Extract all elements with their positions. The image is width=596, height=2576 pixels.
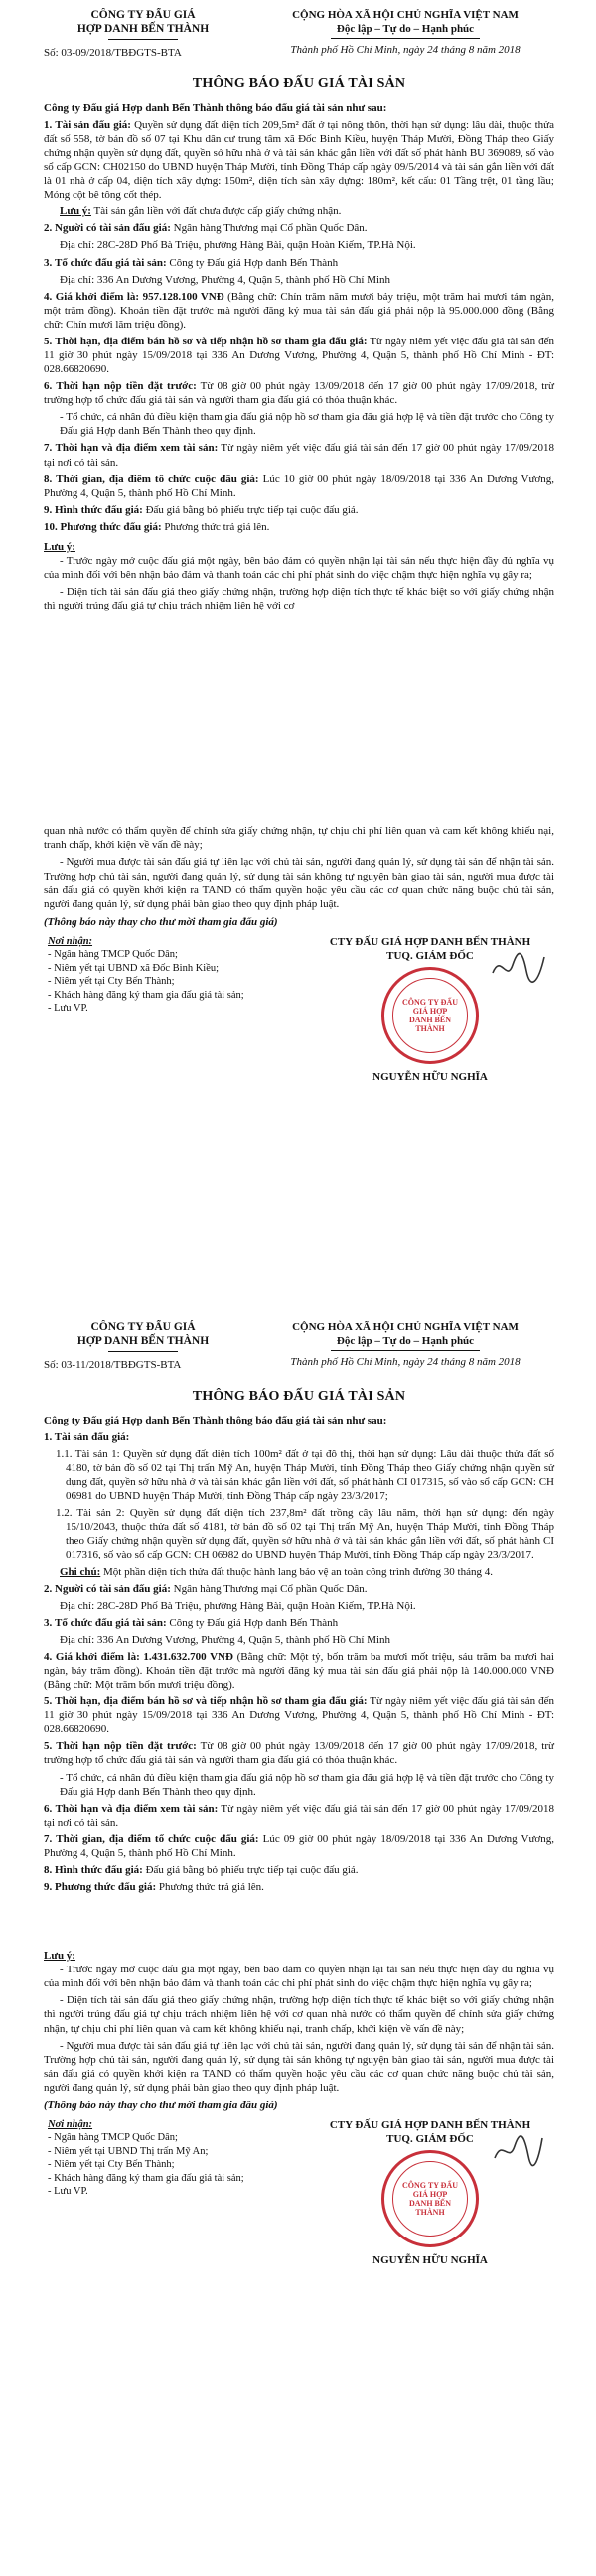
item-number: 5. — [44, 335, 53, 347]
recipient-item: - Ngân hàng TMCP Quốc Dân; — [48, 2132, 178, 2144]
notice-item — [44, 379, 554, 407]
item-number: 10. — [44, 520, 58, 533]
nation-title: CỘNG HÒA XÃ HỘI CHỦ NGHĨA VIỆT NAM — [292, 9, 519, 21]
item-number: 7. — [44, 442, 53, 455]
place-date: Thành phố Hồ Chí Minh, ngày 24 tháng 8 năm 2018 — [290, 44, 521, 57]
item-label: Người có tài sản đấu giá: — [55, 222, 171, 235]
item-label: Thời hạn và địa điểm xem tài sản: — [55, 1802, 219, 1815]
note-paragraph: quan nhà nước có thẩm quyền để chỉnh sửa giấy chứng nhận, tự chịu chi phí liên quan và cam kết không khiếu nại, tranh chấp, khởi kiện về vấn đề này; — [44, 825, 554, 852]
item-text: Địa chỉ: 28C-28D Phố Bà Triệu, phường Hàng Bài, quận Hoàn Kiếm, TP.Hà Nội. — [60, 239, 416, 252]
signing-company: CTY ĐẤU GIÁ HỢP DANH BẾN THÀNH — [329, 2119, 531, 2132]
sub-item: 1.1. Tài sản 1: Quyền sử dụng đất diện tích 100m² đất ở tại đô thị, thời hạn sử dụng: Lâu dài thuộc thửa đất số 4180, tờ bản đồ số 02 tại Thị trấn Mỹ An, huyện Tháp Mười, tỉnh Đồng Tháp theo Giấy chứng nhận quyền sử dụng đất, quyền sở hữu nhà ở và tài sản khác gắn liền với đất, số phát hành CI 017315, số vào sổ cấp GCN: CH 06981 do UBND huyện Tháp Mười, tỉnh Đồng Tháp cấp ngày 23/3/2017; — [56, 1447, 554, 1503]
recipient-item: - Niêm yết tại UBND Thị trấn Mỹ An; — [48, 2145, 209, 2157]
item-label: Tài sản đấu giá: — [55, 118, 131, 131]
stamp-text: CÔNG TY ĐẤU GIÁ HỢP DANH BẾN THÀNH — [402, 2180, 459, 2218]
item-number: 4. — [44, 1650, 53, 1663]
header-divider — [108, 39, 178, 40]
notes-heading: Lưu ý: — [44, 1950, 75, 1963]
item-text: Ngân hàng Thương mại Cổ phần Quốc Dân. — [170, 222, 368, 235]
item-number: 9. — [44, 1881, 53, 1894]
recipients-heading: Nơi nhận: — [48, 935, 93, 947]
notice-item — [44, 204, 554, 218]
signature-row — [44, 2118, 554, 2267]
item-text: (Bằng chữ: Một tỷ, bốn trăm ba mươi mốt triệu, sáu trăm ba mươi hai ngàn, bảy trăm đồng). Khoản tiền đặt trước mà người đăng ký mua tài sản đấu giá phải nộp là 140.000.000 VNĐ (Bằng chữ: Một trăm bốn mươi triệu đồng). — [44, 1650, 554, 1692]
item-label: Thời hạn và địa điểm xem tài sản: — [55, 442, 219, 455]
item-label: Giá khởi điểm là: 1.431.632.700 VNĐ — [55, 1650, 233, 1663]
handwritten-signature — [489, 943, 548, 993]
item-number: 4. — [44, 290, 53, 303]
item-number: 2. — [44, 222, 53, 235]
item-text: (Bằng chữ: Chín trăm năm mươi bảy triệu, một trăm hai mươi tám ngàn, một trăm đồng). Khoản tiền đặt trước mà người đăng ký mua tài sản đấu giá phải nộp là 95.000.000 đồng (Bằng chữ: Chín mươi lăm triệu đồng). — [44, 290, 554, 331]
signature-block — [306, 935, 554, 1084]
item-label: Thời gian, địa điểm tổ chức cuộc đấu giá: — [56, 1832, 259, 1845]
note-paragraph: - Diện tích tài sản đấu giá theo giấy chứng nhận, trường hợp diện tích thực tế khác biệt so với giấy chứng nhận thì người trúng đấu giá tự chịu trách nhiệm liên hệ với cơ quan nhà nước có thẩm quyền để chỉnh sửa giấy chứng nhận, tự chịu chi phí liên quan và cam kết không khiếu nại, tranh chấp, khởi kiện về vấn đề này; — [44, 1994, 554, 2035]
item-number: 9. — [44, 503, 53, 516]
motto-divider — [331, 1350, 480, 1351]
notice-item — [44, 1695, 554, 1736]
item-label: Tổ chức đấu giá tài sản: — [55, 256, 167, 269]
motto-divider — [331, 38, 480, 39]
notice-items — [44, 1582, 554, 1895]
item-text: Phương thức trả giá lên. — [156, 1881, 264, 1894]
recipient-item: - Niêm yết tại Cty Bến Thành; — [48, 976, 175, 988]
item-number: 3. — [44, 256, 53, 269]
stamp-text: CÔNG TY ĐẤU GIÁ HỢP DANH BẾN THÀNH — [402, 997, 459, 1034]
signing-title: TUQ. GIÁM ĐỐC — [386, 2133, 474, 2146]
item-number: 5. — [44, 1695, 53, 1708]
item-text: Từ 08 giờ 00 phút ngày 13/09/2018 đến 17 giờ 00 phút ngày 17/09/2018, trừ trường hợp tổ chức đấu giá tài sản và người tham gia đấu giá có thỏa thuận khác. — [44, 1740, 554, 1767]
notice-intro: Công ty Đấu giá Hợp danh Bến Thành thông báo đấu giá tài sản như sau: — [44, 101, 387, 114]
item-text: Từ ngày niêm yết việc đấu giá tài sản đến 11 giờ 30 phút ngày 15/09/2018 tại 336 An Dương Vương, Phường 4, Quận 5, thành phố Hồ Chí Minh - ĐT: 028.66820690. — [44, 1695, 555, 1736]
recipients-block — [44, 2118, 272, 2267]
item-number: 7. — [44, 1832, 53, 1845]
item-number: 8. — [44, 1864, 53, 1876]
item-label: Phương thức đấu giá: — [55, 1881, 157, 1894]
company-name-line1: CÔNG TY ĐẤU GIÁ — [90, 1321, 196, 1333]
notice-title: THÔNG BÁO ĐẤU GIÁ TÀI SẢN — [192, 1388, 406, 1404]
item-label: Thời hạn, địa điểm bán hồ sơ và tiếp nhận hồ sơ tham gia đấu giá: — [55, 1695, 368, 1708]
notes-heading: Lưu ý: — [44, 540, 75, 553]
issuer-block — [44, 8, 242, 60]
item-1-note — [44, 1565, 554, 1579]
note-label: Ghi chú: — [60, 1565, 101, 1578]
recipient-item: - Lưu VP. — [48, 2186, 88, 2198]
notice-item — [44, 1582, 554, 1596]
item-number: 6. — [44, 1802, 53, 1815]
signing-company: CTY ĐẤU GIÁ HỢP DANH BẾN THÀNH — [329, 935, 531, 948]
notice-item — [44, 473, 554, 500]
sub-item: 1.2. Tài sản 2: Quyền sử dụng đất diện tích 237,8m² đất trồng cây lâu năm, thời hạn sử dụng: đến ngày 15/10/2043, thuộc thửa đất số 4181, tờ bản đồ số 02 tại Thị trấn Mỹ An, huyện Tháp Mười, tỉnh Đồng Tháp theo Giấy chứng nhận quyền sử dụng đất, quyền sở hữu nhà ở và tài sản khác gắn liền với đất, số phát hành CI 017316, số vào sổ cấp GCN: CH 06982 do UBND huyện Tháp Mười, tỉnh Đồng Tháp cấp ngày 23/3/2017. — [56, 1507, 554, 1561]
item-text: Từ ngày niêm yết việc đấu giá tài sản đến 11 giờ 30 phút ngày 15/09/2018 tại 336 An Dương Vương, Phường 4, Quận 5, thành phố Hồ Chí Minh - ĐT: 028.66820690. — [44, 335, 555, 376]
auction-notice-2 — [0, 1320, 596, 2566]
signature-block — [306, 2118, 554, 2267]
item-text: Đấu giá bằng bỏ phiếu trực tiếp tại cuộc đấu giá. — [142, 503, 359, 516]
item-text: Địa chỉ: 336 An Dương Vương, Phường 4, Quận 5, thành phố Hồ Chí Minh — [60, 273, 391, 286]
document-number: Số: 03-09/2018/TBĐGTS-BTA — [44, 46, 182, 59]
recipient-item: - Ngân hàng TMCP Quốc Dân; — [48, 949, 178, 961]
note-paragraph: - Người mua được tài sản đấu giá tự liên lạc với chủ tài sản, người đang quản lý, sử dụng tài sản để nhận tài sản. Trường hợp chủ tài sản, người đang quản lý, sử dụng tài sản không tự nguyện bàn giao tài sản, người mua được tài sản đấu giá có quyền khởi kiện ra TAND có thẩm quyền hoặc yêu cầu các cơ quan chức năng buộc chủ tài sản, người đang quản lý, sử dụng phải bàn giao theo quy định pháp luật. — [44, 2039, 554, 2094]
item-text: Phương thức trả giá lên. — [161, 520, 270, 533]
notice-item — [44, 335, 554, 376]
document-header — [44, 1320, 554, 1372]
notice-item — [44, 118, 554, 202]
item-label: Phương thức đấu giá: — [60, 520, 162, 533]
nation-block — [256, 8, 554, 60]
item-text: Từ 08 giờ 00 phút ngày 13/09/2018 đến 17 giờ 00 phút ngày 17/09/2018, trừ trường hợp tổ chức đấu giá tài sản và người tham gia đấu giá có thỏa thuận khác. — [44, 380, 554, 407]
item-number: 5. — [44, 1740, 53, 1753]
item-1-heading: 1. Tài sản đấu giá: — [44, 1430, 130, 1443]
item-text: Lúc 10 giờ 00 phút ngày 18/09/2018 tại 336 An Dương Vương, Phường 4, Quận 5, thành phố Hồ Chí Minh. — [44, 473, 554, 499]
notice-item — [44, 441, 554, 469]
notice-item — [44, 1771, 554, 1799]
blank-space — [44, 615, 554, 824]
notice-item — [44, 256, 554, 270]
notice-item — [44, 1802, 554, 1830]
item-text: Đấu giá bằng bỏ phiếu trực tiếp tại cuộc đấu giá. — [142, 1864, 359, 1876]
blank-space — [44, 1897, 554, 1943]
nation-block — [256, 1320, 554, 1372]
note-paragraph: - Trước ngày mở cuộc đấu giá một ngày, bên bảo đảm có quyền nhận lại tài sản nếu thực hiện đầy đủ nghĩa vụ của mình đối với bên nhận bảo đảm và thanh toán các chi phí phát sinh do việc chậm thực hiện nghĩa vụ gây ra; — [44, 555, 554, 582]
handwritten-signature — [489, 2126, 548, 2176]
header-divider — [108, 1351, 178, 1352]
notice-item — [44, 273, 554, 287]
document-number: Số: 03-11/2018/TBĐGTS-BTA — [44, 1358, 182, 1371]
nation-title: CỘNG HÒA XÃ HỘI CHỦ NGHĨA VIỆT NAM — [292, 1321, 519, 1333]
item-label: Tổ chức đấu giá tài sản: — [55, 1616, 167, 1629]
company-stamp — [381, 2150, 479, 2247]
note-paragraph: - Trước ngày mở cuộc đấu giá một ngày, bên bảo đảm có quyền nhận lại tài sản nếu thực hiện đầy đủ nghĩa vụ của mình đối với bên nhận bảo đảm và thanh toán các chi phí phát sinh do việc chậm thực hiện nghĩa vụ gây ra; — [44, 1964, 554, 1990]
item-text: Địa chỉ: 336 An Dương Vương, Phường 4, Quận 5, thành phố Hồ Chí Minh — [60, 1633, 391, 1646]
notice-item — [44, 1739, 554, 1767]
item-text: Địa chỉ: 28C-28D Phố Bà Triệu, phường Hàng Bài, quận Hoàn Kiếm, TP.Hà Nội. — [60, 1599, 416, 1612]
document-header — [44, 8, 554, 60]
notice-item — [44, 520, 554, 534]
item-number: 2. — [44, 1582, 53, 1595]
note-text: Một phần diện tích thửa đất thuộc hành lang bảo vệ an toàn công trình đường 30 tháng 4. — [100, 1565, 493, 1578]
signer-name: NGUYỄN HỮU NGHĨA — [372, 2254, 488, 2267]
item-label: Giá khởi điểm là: 957.128.100 VNĐ — [55, 290, 224, 303]
note-paragraph: - Diện tích tài sản đấu giá theo giấy chứng nhận, trường hợp diện tích thực tế khác biệt so với giấy chứng nhận thì người trúng đấu giá tự chịu trách nhiệm liên hệ với cơ — [44, 586, 554, 612]
recipient-item: - Khách hàng đăng ký tham gia đấu giá tài sản; — [48, 989, 244, 1001]
item-text: Từ ngày niêm yết việc đấu giá tài sản đến 17 giờ 00 phút ngày 17/09/2018 tại nơi có tài sản. — [44, 442, 555, 469]
auction-notice-1 — [0, 8, 596, 1254]
item-text: Công ty Đấu giá Hợp danh Bến Thành — [166, 1616, 339, 1629]
notice-item — [44, 503, 554, 517]
notice-item — [44, 410, 554, 438]
item-number: 6. — [44, 380, 53, 393]
item-label: Thời gian, địa điểm tổ chức cuộc đấu giá: — [56, 473, 259, 485]
issuer-block — [44, 1320, 242, 1372]
recipient-item: - Niêm yết tại Cty Bến Thành; — [48, 2159, 175, 2171]
item-label: Thời hạn nộp tiền đặt trước: — [56, 380, 197, 393]
notice-item — [44, 1863, 554, 1877]
invitation-note: (Thông báo này thay cho thư mời tham gia đấu giá) — [44, 2099, 278, 2111]
company-stamp — [381, 967, 479, 1064]
notice-items — [44, 118, 554, 534]
company-name-line2: HỢP DANH BẾN THÀNH — [76, 1335, 210, 1348]
notice-intro: Công ty Đấu giá Hợp danh Bến Thành thông báo đấu giá tài sản như sau: — [44, 1414, 387, 1426]
item-text: - Tổ chức, cá nhân đủ điều kiện tham gia đấu giá nộp hồ sơ tham gia đấu giá hợp lệ và tiền đặt trước cho Công ty Đấu giá Hợp danh Bến Thành theo quy định. — [60, 1771, 554, 1798]
notice-item — [44, 1633, 554, 1647]
item-text: - Tổ chức, cá nhân đủ điều kiện tham gia đấu giá nộp hồ sơ tham gia đấu giá hợp lệ và tiền đặt trước cho Công ty Đấu giá Hợp danh Bến Thành theo quy định. — [60, 411, 554, 438]
notice-item — [44, 290, 554, 332]
item-number: 1. — [44, 118, 53, 131]
notice-item — [44, 221, 554, 235]
item-label: Hình thức đấu giá: — [55, 503, 143, 516]
recipients-block — [44, 935, 272, 1084]
notice-item — [44, 1832, 554, 1860]
note-paragraph: - Người mua được tài sản đấu giá tự liên lạc với chủ tài sản, người đang quản lý, sử dụng tài sản để nhận tài sản. Trường hợp chủ tài sản, người đang quản lý, sử dụng tài sản không tự nguyện bàn giao tài sản, người mua được tài sản đấu giá có quyền khởi kiện ra TAND có thẩm quyền hoặc yêu cầu các cơ quan chức năng buộc chủ tài sản, người đang quản lý, sử dụng phải bàn giao theo quy định pháp luật. — [44, 856, 554, 910]
item-text: Tài sản gắn liền với đất chưa được cấp giấy chứng nhận. — [90, 205, 342, 218]
company-name-line2: HỢP DANH BẾN THÀNH — [76, 23, 210, 36]
recipient-item: - Niêm yết tại UBND xã Đốc Binh Kiều; — [48, 962, 220, 974]
signer-name: NGUYỄN HỮU NGHĨA — [372, 1071, 488, 1084]
recipient-item: - Khách hàng đăng ký tham gia đấu giá tài sản; — [48, 2172, 244, 2184]
signing-title: TUQ. GIÁM ĐỐC — [386, 949, 474, 962]
recipient-item: - Lưu VP. — [48, 1003, 88, 1015]
notice-item — [44, 238, 554, 252]
item-label: Thời hạn nộp tiền đặt trước: — [56, 1740, 197, 1753]
notice-item — [44, 1880, 554, 1894]
item-number: 3. — [44, 1616, 53, 1629]
notice-title: THÔNG BÁO ĐẤU GIÁ TÀI SẢN — [192, 75, 406, 91]
notice-item — [44, 1616, 554, 1630]
item-label: Lưu ý: — [60, 205, 91, 218]
recipients-heading: Nơi nhận: — [48, 2119, 93, 2131]
place-date: Thành phố Hồ Chí Minh, ngày 24 tháng 8 năm 2018 — [290, 1356, 521, 1369]
item-label: Người có tài sản đấu giá: — [55, 1582, 171, 1595]
signature-row — [44, 935, 554, 1084]
item-label: Thời hạn, địa điểm bán hồ sơ và tiếp nhận hồ sơ tham gia đấu giá: — [55, 335, 368, 347]
item-text: Lúc 09 giờ 00 phút ngày 18/09/2018 tại 336 An Dương Vương, Phường 4, Quận 5, thành phố Hồ Chí Minh. — [44, 1832, 554, 1859]
notice-item — [44, 1599, 554, 1613]
item-number: 8. — [44, 473, 53, 485]
item-text: Quyền sử dụng đất diện tích 209,5m² đất ở tại nông thôn, thời hạn sử dụng: lâu dài, thuộc thửa đất số 558, tờ bản đồ số 07 tại Khu dân cư trung tâm xã Đốc Binh Kiều, huyện Tháp Mười, Đồng Tháp theo Giấy chứng nhận quyền sử dụng đất, quyền sở hữu nhà ở và tài sản khác gắn liền với đất số phát hành BU 369089, số vào sổ cấp GCN: CH02150 do UBND huyện Tháp Mười, tỉnh Đồng Tháp cấp ngày 09/5/2014 và tài sản gắn liền với đất là 01 nhà ở cấp 04, diện tích xây dựng: 150m², diện tích sàn xây dựng: 180m², kết cấu: 01 Tầng trệt, 01 tầng lầu; Móng cột bê tông cốt thép. — [44, 118, 555, 202]
notice-item — [44, 1650, 554, 1692]
motto: Độc lập – Tự do – Hạnh phúc — [336, 23, 475, 36]
item-text: Từ ngày niêm yết việc đấu giá tài sản đến 17 giờ 00 phút ngày 17/09/2018 tại nơi có tài sản. — [44, 1802, 555, 1829]
company-name-line1: CÔNG TY ĐẤU GIÁ — [90, 9, 196, 21]
invitation-note: (Thông báo này thay cho thư mời tham gia đấu giá) — [44, 915, 278, 928]
motto: Độc lập – Tự do – Hạnh phúc — [336, 1335, 475, 1348]
item-text: Công ty Đấu giá Hợp danh Bến Thành — [166, 256, 339, 269]
item-label: Hình thức đấu giá: — [55, 1864, 143, 1876]
item-text: Ngân hàng Thương mại Cổ phần Quốc Dân. — [170, 1582, 368, 1595]
